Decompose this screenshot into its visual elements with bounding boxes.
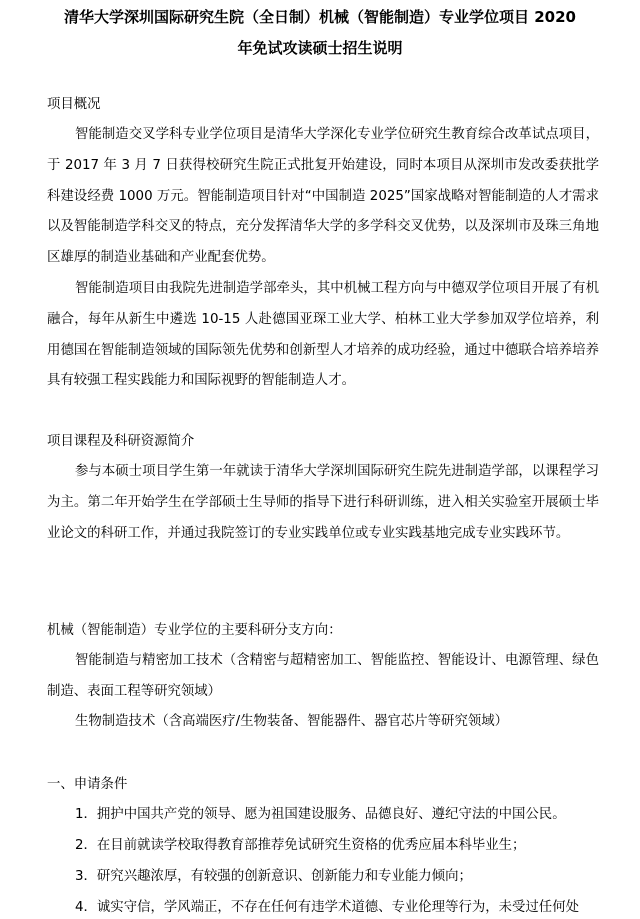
curriculum-paragraph: 参与本硕士项目学生第一年就读于清华大学深圳国际研究生院先进制造学部，以课程学习为主。第二年开始学生在学部硕士生导师的指导下进行科研训练，进入相关实验室开展硕士毕业论文的科研工作，并通过我院签订的专业实践单位或专业实践基地完成专业实践环节。	[47, 464, 599, 541]
section-heading-directions: 机械（智能制造）专业学位的主要科研分支方向：	[47, 623, 342, 638]
document-title-line-1: 清华大学深圳国际研究生院（全日制）机械（智能制造）专业学位项目 2020	[64, 8, 576, 26]
requirement-item-1: 1．拥护中国共产党的领导、愿为祖国建设服务、品德良好、遵纪守法的中国公民。	[75, 807, 566, 822]
document-title-line-2: 年免试攻读硕士招生说明	[237, 39, 403, 57]
requirement-item-4: 4．诚实守信，学风端正，不存在任何有违学术道德、专业伦理等行为，未受过任何处	[75, 900, 579, 915]
direction-item-2: 生物制造技术（含高端医疗/生物装备、智能器件、器官芯片等研究领域）	[75, 714, 509, 729]
requirement-item-3: 3．研究兴趣浓厚，有较强的创新意识、创新能力和专业能力倾向；	[75, 869, 472, 884]
section-heading-requirements: 一、申请条件	[47, 777, 128, 792]
overview-paragraph-2: 智能制造项目由我院先进制造学部牵头，其中机械工程方向与中德双学位项目开展了有机融合，每年从新生中遴选 10-15 人赴德国亚琛工业大学、柏林工业大学参加双学位培养，利用德国在智能制造领域的国际领先优势和创新型人才培养的成功经验，通过中德联合培养培养具有较强工程实践能力和国际视野的智能制造人才。	[47, 281, 599, 389]
section-heading-curriculum: 项目课程及科研资源简介	[47, 434, 195, 449]
requirement-item-2: 2．在目前就读学校取得教育部推荐免试研究生资格的优秀应届本科毕业生；	[75, 838, 526, 853]
overview-paragraph-1: 智能制造交叉学科专业学位项目是清华大学深化专业学位研究生教育综合改革试点项目，于 2017 年 3 月 7 日获得校研究生院正式批复开始建设，同时本项目从深圳市发改委获批学科建设经费 1000 万元。智能制造项目针对“中国制造 2025”国家战略对智能制造的人才需求以及智能制造学科交叉的特点，充分发挥清华大学的多学科交叉优势，以及深圳市及珠三角地区雄厚的制造业基础和产业配套优势。	[47, 127, 599, 266]
section-heading-overview: 项目概况	[47, 97, 101, 112]
direction-item-1: 智能制造与精密加工技术（含精密与超精密加工、智能监控、智能设计、电源管理、绿色制造、表面工程等研究领域）	[47, 653, 599, 699]
